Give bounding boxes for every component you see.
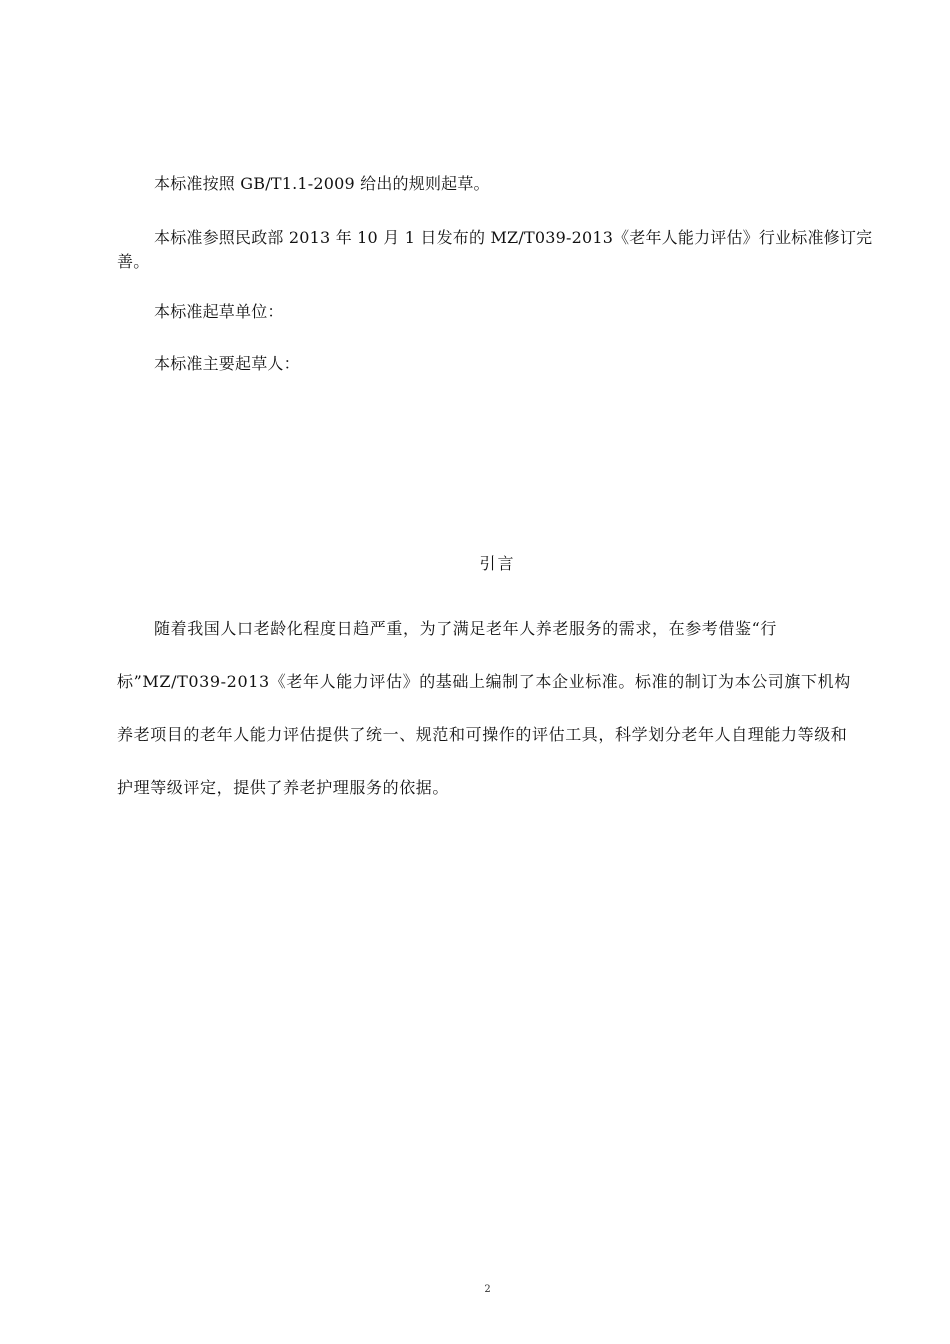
introduction-body: 随着我国人口老龄化程度日趋严重，为了满足老年人养老服务的需求，在参考借鉴“行标”MZ/T039-2013《老年人能力评估》的基础上编制了本企业标准。标准的制订为本公司旗下机构养老项目的老年人能力评估提供了统一、规范和可操作的评估工具，科学划分老年人自理能力等级和护理等级评定，提供了养老护理服务的依据。 — [117, 619, 851, 797]
introduction-heading: 引言 — [479, 554, 516, 573]
foreword-paragraph-drafting-rules: 本标准按照 GB/T1.1-2009 给出的规则起草。 — [154, 174, 490, 193]
foreword-paragraph-main-drafters: 本标准主要起草人： — [154, 354, 300, 373]
foreword-paragraph-drafting-unit: 本标准起草单位： — [154, 302, 284, 321]
foreword-paragraph-reference-standard: 本标准参照民政部 2013 年 10 月 1 日发布的 MZ/T039-2013《老年人能力评估》行业标准修订完善。 — [117, 228, 873, 271]
page-number: 2 — [484, 1284, 491, 1295]
